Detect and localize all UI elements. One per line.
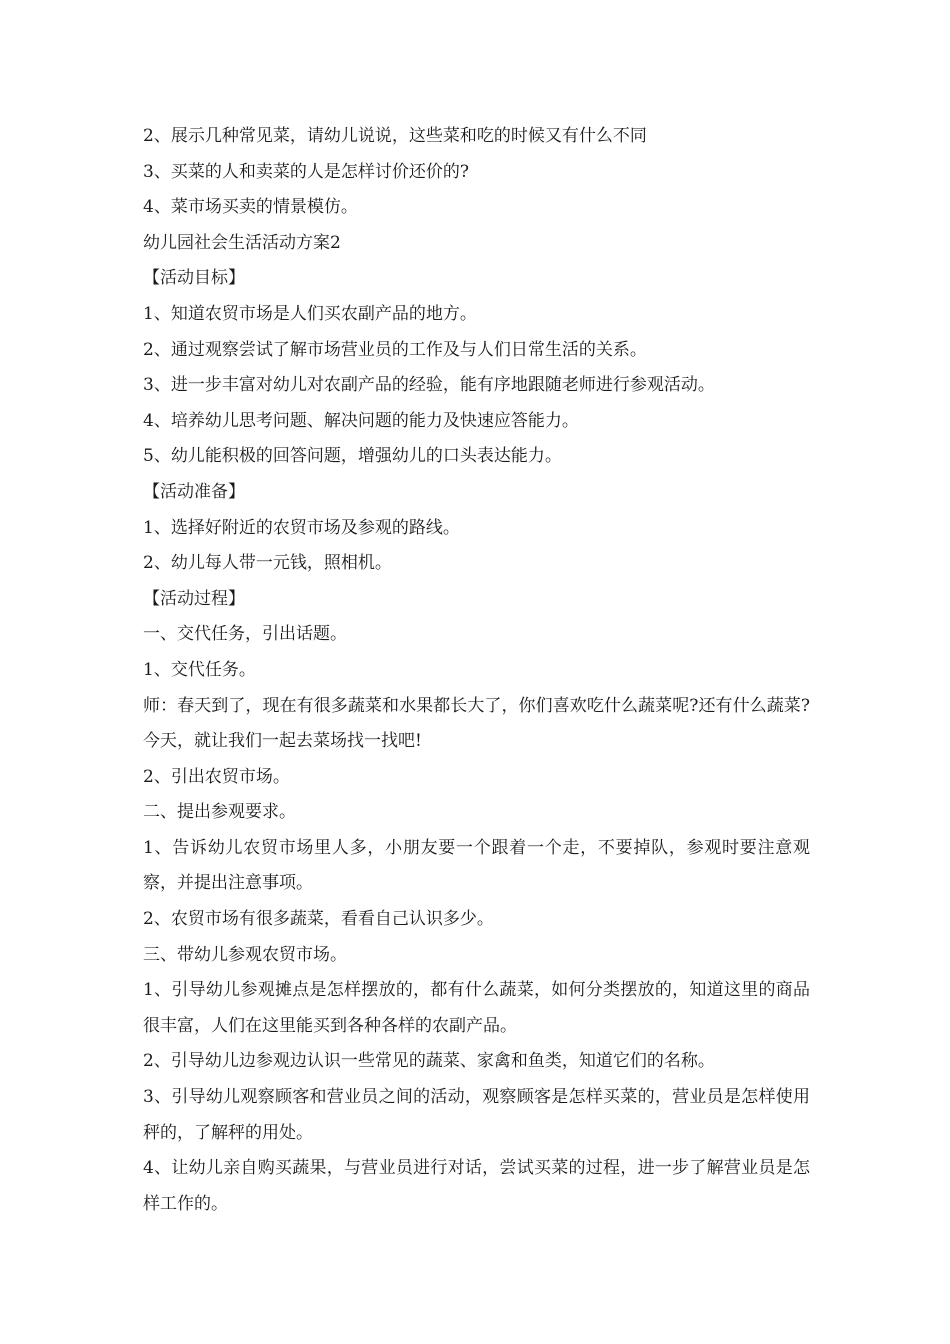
- section-heading-preparation: 【活动准备】: [143, 481, 245, 502]
- list-item: 5、幼儿能积极的回答问题，增强幼儿的口头表达能力。: [143, 446, 562, 467]
- list-item: 2、农贸市场有很多蔬菜，看看自己认识多少。: [143, 909, 494, 930]
- list-item: 4、培养幼儿思考问题、解决问题的能力及快速应答能力。: [143, 410, 579, 431]
- section-heading-goals: 【活动目标】: [143, 268, 245, 289]
- section-heading-process: 【活动过程】: [143, 588, 245, 609]
- list-item: 2、幼儿每人带一元钱，照相机。: [143, 553, 392, 574]
- list-item: 2、展示几种常见菜，请幼儿说说，这些菜和吃的时候又有什么不同: [143, 126, 647, 146]
- subsection-heading: 一、交代任务，引出话题。: [143, 624, 347, 645]
- list-item: 3、买菜的人和卖菜的人是怎样讨价还价的?: [143, 161, 469, 182]
- list-item: 4、菜市场买卖的情景模仿。: [143, 197, 358, 218]
- paragraph: 3、引导幼儿观察顾客和营业员之间的活动，观察顾客是怎样买菜的，营业员是怎样使用秤的，了解秤的用处。: [143, 1087, 810, 1143]
- list-item: 1、知道农贸市场是人们买农副产品的地方。: [143, 303, 477, 324]
- paragraph: 1、引导幼儿参观摊点是怎样摆放的，都有什么蔬菜，如何分类摆放的，知道这里的商品很丰富，人们在这里能买到各种各样的农副产品。: [143, 980, 810, 1036]
- list-item: 2、通过观察尝试了解市场营业员的工作及与人们日常生活的关系。: [143, 339, 647, 360]
- subsection-heading: 三、带幼儿参观农贸市场。: [143, 944, 347, 965]
- list-item: 3、进一步丰富对幼儿对农副产品的经验，能有序地跟随老师进行参观活动。: [143, 375, 715, 396]
- list-item: 1、交代任务。: [143, 659, 256, 680]
- list-item: 2、引出农贸市场。: [143, 766, 290, 787]
- list-item: 1、选择好附近的农贸市场及参观的路线。: [143, 517, 460, 538]
- paragraph: 师：春天到了，现在有很多蔬菜和水果都长大了，你们喜欢吃什么蔬菜呢?还有什么蔬菜?今天，就让我们一起去菜场找一找吧!: [143, 695, 810, 752]
- document-body: [143, 119, 810, 1222]
- subsection-heading: 二、提出参观要求。: [143, 802, 296, 823]
- paragraph: 1、告诉幼儿农贸市场里人多，小朋友要一个跟着一个走，不要掉队，参观时要注意观察，并提出注意事项。: [143, 837, 810, 894]
- list-item: 2、引导幼儿边参观边认识一些常见的蔬菜、家禽和鱼类，知道它们的名称。: [143, 1051, 715, 1072]
- paragraph: 4、让幼儿亲自购买蔬果，与营业员进行对话，尝试买菜的过程，进一步了解营业员是怎样工作的。: [143, 1158, 810, 1214]
- section-title: 幼儿园社会生活活动方案2: [143, 232, 341, 253]
